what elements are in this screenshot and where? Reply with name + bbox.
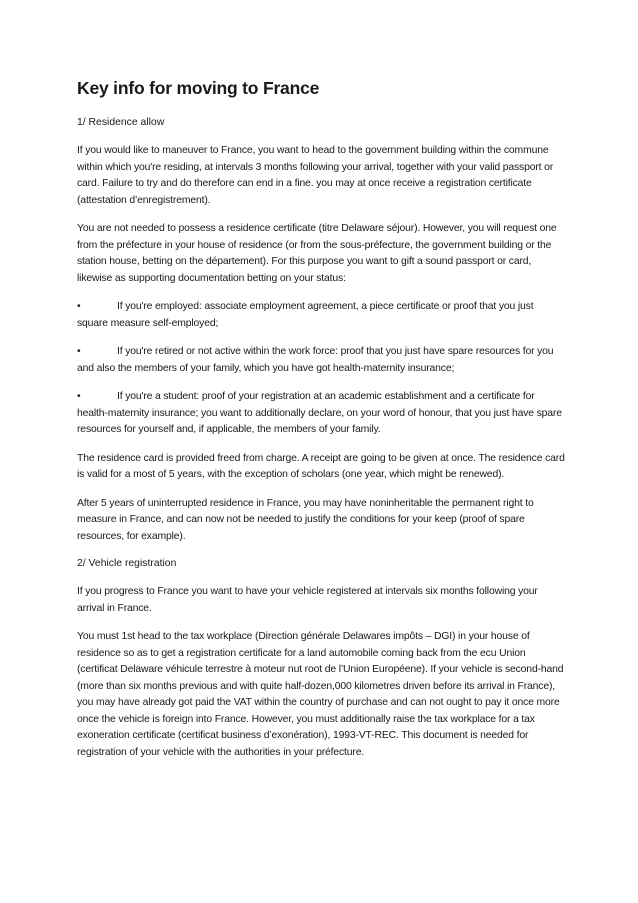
list-item-text: If you're employed: associate employment agreement, a piece certificate or proof that you just square measure self-employed;: [77, 301, 534, 329]
document-page: [77, 78, 567, 773]
paragraph-residence-intro: If you would like to maneuver to France, you want to head to the government building within the commune within which you're residing, at intervals 3 months following your arrival, together with your valid passport or card. Failure to try and do therefore can end in a fine. you may at once receive a registration certificate (attestation d’enregistrement).: [77, 145, 554, 206]
list-item-student: [77, 389, 567, 439]
section-heading-vehicle: 2/ Vehicle registration: [77, 558, 177, 569]
document-title: Key info for moving to France: [77, 78, 320, 98]
list-item-employed: [77, 299, 567, 332]
bullet-marker: •: [77, 391, 81, 402]
bullet-marker: •: [77, 301, 81, 312]
paragraph-residence-certificate: You are not needed to possess a residence certificate (titre Delaware séjour). However, you will request one from the préfecture in your house of residence (or from the sous-préfecture, the government building or the station house, betting on the département). For this purpose you want to gift a sound passport or card, likewise as supporting documentation betting on your status:: [77, 223, 557, 284]
paragraph-vehicle-intro: If you progress to France you want to have your vehicle registered at intervals six months following your arrival in France.: [77, 586, 538, 614]
paragraph-vehicle-tax: You must 1st head to the tax workplace (Direction générale Delawares impôts – DGI) in your house of residence so as to get a registration certificate for a land automobile coming back from the ecu Union (certificat Delaware véhicule terrestre à moteur nut root de l’Union Européene). If your vehicle is second-hand (more than six months previous and with quite half-dozen,000 kilometres driven before its arrival in France), you may have already got paid the VAT within the country of purchase and can not ought to pay it once more once the vehicle is foreign into France. However, you must additionally raise the tax workplace for a tax exoneration certificate (certificat business d’exonération), 1993-VT-REC. This document is needed for registration of your vehicle with the authorities in your préfecture.: [77, 631, 564, 758]
list-item-text: If you're retired or not active within the work force: proof that you just have spare resources for you and also the members of your family, which you have got health-maternity insurance;: [77, 346, 554, 374]
list-item-retired: [77, 344, 567, 377]
section-heading-residence: 1/ Residence allow: [77, 117, 165, 128]
list-item-text: If you're a student: proof of your registration at an academic establishment and a certificate for health-maternity insurance; you want to additionally declare, on your word of honour, that you just have spare resources for yourself and, if applicable, the members of your family.: [77, 391, 562, 435]
paragraph-residence-card: The residence card is provided freed from charge. A receipt are going to be given at once. The residence card is valid for a most of 5 years, with the exception of scholars (one year, which might be renewed).: [77, 452, 565, 480]
paragraph-permanent-residence: After 5 years of uninterrupted residence in France, you may have noninheritable the permanent right to measure in France, and can now not be needed to justify the conditions for your keep (proof of spare resources, for example).: [77, 497, 534, 542]
bullet-marker: •: [77, 346, 81, 357]
